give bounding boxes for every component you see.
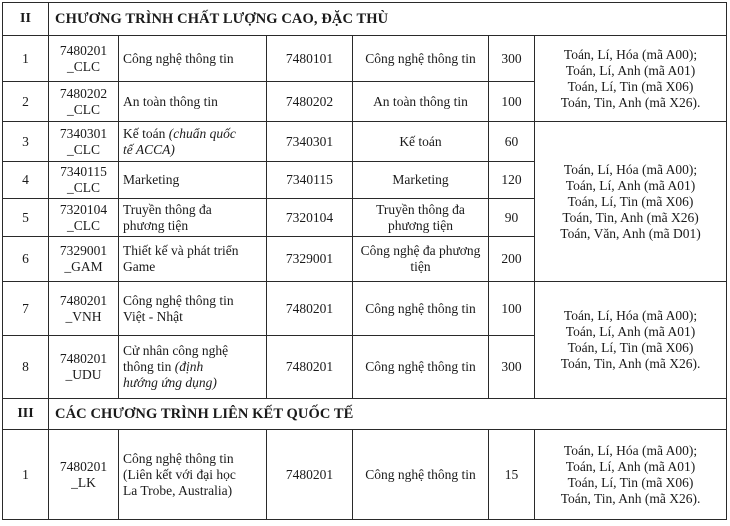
program-name: Truyền thông đa phương tiện	[119, 199, 267, 237]
major-code: 7480201	[267, 430, 353, 520]
program-name: Thiết kế và phát triển Game	[119, 237, 267, 282]
major-code: 7480101	[267, 36, 353, 82]
quota: 60	[489, 122, 535, 162]
major-name: Công nghệ thông tin	[353, 282, 489, 336]
row-stt: 8	[3, 336, 49, 399]
section-number: III	[3, 399, 49, 430]
major-code: 7320104	[267, 199, 353, 237]
section-header-row	[3, 3, 727, 36]
major-name: Truyền thông đa phương tiện	[353, 199, 489, 237]
section-title: CHƯƠNG TRÌNH CHẤT LƯỢNG CAO, ĐẶC THÙ	[49, 3, 727, 36]
program-code: 7340301 _CLC	[49, 122, 119, 162]
subject-combinations: Toán, Lí, Hóa (mã A00); Toán, Lí, Anh (mã A01) Toán, Lí, Tin (mã X06) Toán, Tin, Anh (mã X26).	[535, 282, 727, 399]
program-code: 7480201 _VNH	[49, 282, 119, 336]
row-stt: 2	[3, 82, 49, 122]
program-name: An toàn thông tin	[119, 82, 267, 122]
row-stt: 6	[3, 237, 49, 282]
row-stt: 1	[3, 36, 49, 82]
section-header-row	[3, 399, 727, 430]
quota: 15	[489, 430, 535, 520]
section-number: II	[3, 3, 49, 36]
quota: 120	[489, 162, 535, 199]
major-code: 7329001	[267, 237, 353, 282]
major-name: Marketing	[353, 162, 489, 199]
major-code: 7340115	[267, 162, 353, 199]
program-name: Công nghệ thông tin	[119, 36, 267, 82]
major-name: Công nghệ thông tin	[353, 36, 489, 82]
subject-combinations: Toán, Lí, Hóa (mã A00); Toán, Lí, Anh (mã A01) Toán, Lí, Tin (mã X06) Toán, Tin, Anh (mã X26).	[535, 430, 727, 520]
quota: 100	[489, 282, 535, 336]
major-name: Kế toán	[353, 122, 489, 162]
program-name: Kế toán (chuẩn quốc tế ACCA)	[119, 122, 267, 162]
table-row	[3, 430, 727, 520]
row-stt: 1	[3, 430, 49, 520]
quota: 200	[489, 237, 535, 282]
row-stt: 7	[3, 282, 49, 336]
subject-combinations: Toán, Lí, Hóa (mã A00); Toán, Lí, Anh (mã A01) Toán, Lí, Tin (mã X06) Toán, Tin, Anh (mã X26).	[535, 36, 727, 122]
quota: 100	[489, 82, 535, 122]
major-code: 7480201	[267, 282, 353, 336]
program-code: 7480201 _CLC	[49, 36, 119, 82]
major-code: 7480201	[267, 336, 353, 399]
program-code: 7480202 _CLC	[49, 82, 119, 122]
program-code: 7480201 _LK	[49, 430, 119, 520]
row-stt: 3	[3, 122, 49, 162]
major-name: Công nghệ thông tin	[353, 430, 489, 520]
admission-table	[2, 2, 727, 520]
program-name: Marketing	[119, 162, 267, 199]
program-code: 7480201 _UDU	[49, 336, 119, 399]
program-name: Công nghệ thông tin Việt - Nhật	[119, 282, 267, 336]
major-name: An toàn thông tin	[353, 82, 489, 122]
quota: 300	[489, 336, 535, 399]
subject-combinations: Toán, Lí, Hóa (mã A00); Toán, Lí, Anh (mã A01) Toán, Lí, Tin (mã X06) Toán, Tin, Anh (mã X26) Toán, Văn, Anh (mã D01)	[535, 122, 727, 282]
quota: 90	[489, 199, 535, 237]
row-stt: 5	[3, 199, 49, 237]
section-title: CÁC CHƯƠNG TRÌNH LIÊN KẾT QUỐC TẾ	[49, 399, 727, 430]
major-name: Công nghệ thông tin	[353, 336, 489, 399]
program-code: 7340115 _CLC	[49, 162, 119, 199]
quota: 300	[489, 36, 535, 82]
major-code: 7480202	[267, 82, 353, 122]
table-row	[3, 36, 727, 82]
table-row	[3, 282, 727, 336]
program-code: 7329001 _GAM	[49, 237, 119, 282]
program-name: Cử nhân công nghệ thông tin (định hướng ứng dụng)	[119, 336, 267, 399]
program-name: Công nghệ thông tin (Liên kết với đại học La Trobe, Australia)	[119, 430, 267, 520]
major-name: Công nghệ đa phương tiện	[353, 237, 489, 282]
major-code: 7340301	[267, 122, 353, 162]
row-stt: 4	[3, 162, 49, 199]
program-code: 7320104 _CLC	[49, 199, 119, 237]
table-row	[3, 122, 727, 162]
